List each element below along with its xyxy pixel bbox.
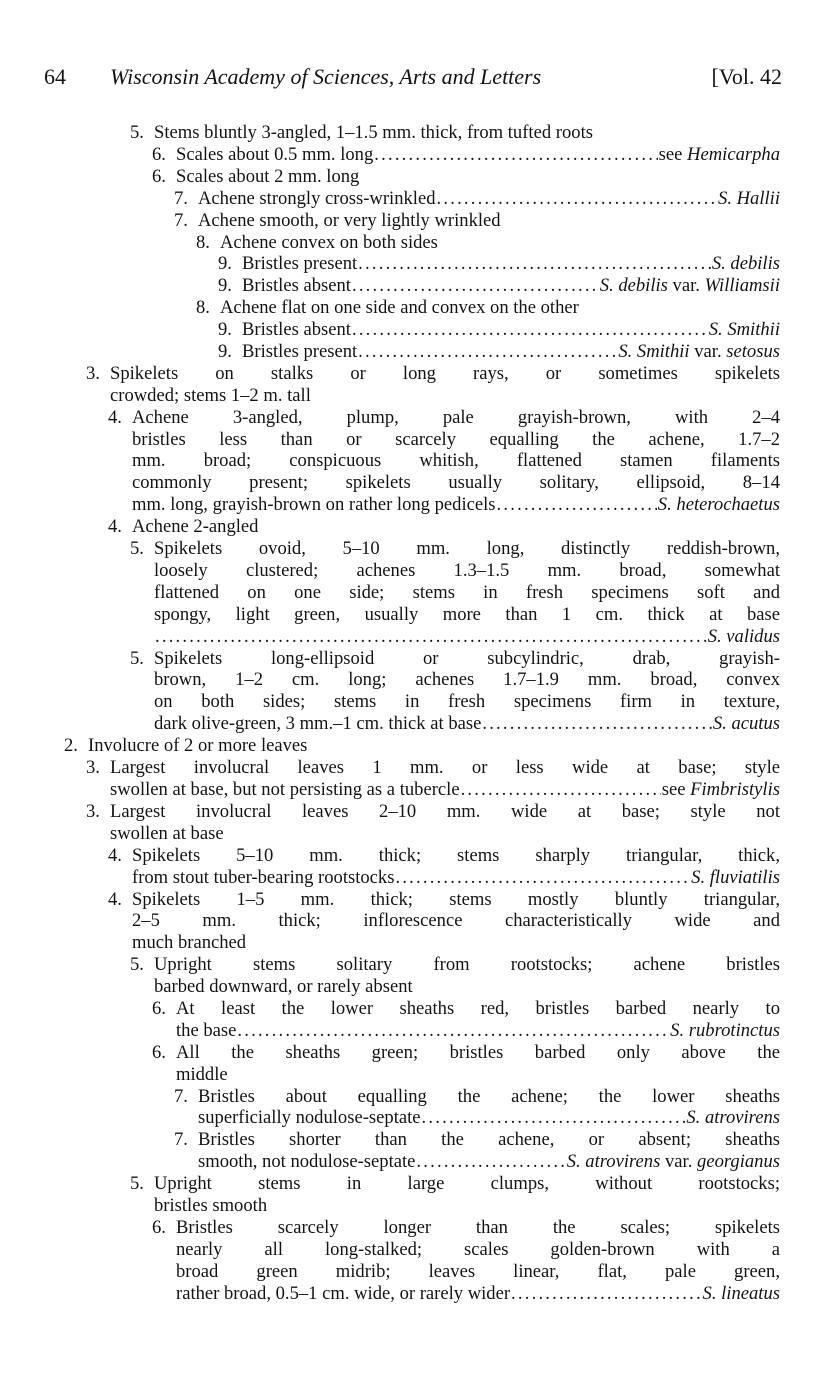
species-name: S. rubrotinctus	[670, 1019, 780, 1041]
couplet-number: 9.	[218, 253, 232, 275]
entry-line	[154, 648, 780, 670]
entry-text: mm. long, grayish-brown on rather long pedicels	[132, 494, 496, 516]
entry-text: Achene strongly cross-wrinkled	[198, 187, 436, 209]
entry-line	[132, 472, 780, 494]
entry-text: bristles less than or scarcely equalling the achene, 1.7–2	[132, 428, 780, 450]
entry-line	[220, 297, 780, 319]
taxon-name	[718, 188, 780, 210]
dot-leader	[374, 144, 657, 166]
couplet-number: 7.	[174, 187, 188, 209]
dot-leader	[352, 319, 708, 341]
variety-name: setosus	[726, 341, 780, 362]
entry-line	[154, 713, 780, 735]
entry-text: Upright stems in large clumps, without rootstocks;	[154, 1173, 780, 1195]
couplet-number: 7.	[174, 1085, 188, 1107]
entry-text: Bristles about equalling the achene; the lower sheaths	[198, 1085, 780, 1107]
entry-line	[154, 538, 780, 560]
dot-leader	[237, 1020, 669, 1042]
variety-name: georgianus	[697, 1151, 780, 1173]
couplet-number: 6.	[152, 998, 166, 1019]
entry-text: commonly present; spikelets usually solitary, ellipsoid, 8–14	[132, 472, 780, 494]
taxon-name	[567, 1151, 780, 1173]
entry-line	[198, 1151, 780, 1173]
taxon-name	[713, 713, 780, 735]
taxon-name	[708, 626, 780, 648]
couplet-number: 6.	[152, 1041, 166, 1063]
couplet-number: 4.	[108, 888, 122, 910]
dot-leader	[511, 1283, 701, 1305]
entry-line	[132, 889, 780, 911]
entry-line	[154, 976, 780, 998]
see-reference: see	[661, 778, 691, 800]
entry-text: dark olive-green, 3 mm.–1 cm. thick at base	[154, 713, 482, 735]
entry-text: Involucre of 2 or more leaves	[88, 735, 308, 757]
entry-line	[132, 910, 780, 932]
entry-text: Achene 2-angled	[132, 516, 259, 538]
entry-line	[110, 779, 780, 801]
taxon-name	[670, 1020, 780, 1042]
entry-line	[154, 122, 780, 144]
entry-line	[198, 188, 780, 210]
entry-text: Spikelets 1–5 mm. thick; stems mostly bluntly triangular,	[132, 888, 780, 910]
entry-text: Scales about 0.5 mm. long	[176, 143, 374, 165]
couplet-number: 5.	[130, 122, 144, 143]
couplet-number: 3.	[86, 757, 100, 779]
couplet-number: 6.	[152, 165, 166, 187]
entry-line	[110, 823, 780, 845]
entry-line	[242, 253, 780, 275]
dot-leader	[482, 713, 712, 735]
dot-leader	[497, 494, 657, 516]
entry-line	[154, 954, 780, 976]
entry-text: Largest involucral leaves 1 mm. or less wide at base; style	[110, 757, 780, 779]
entry-text: 2–5 mm. thick; inflorescence characteristically wide and	[132, 910, 780, 932]
entry-line	[154, 560, 780, 582]
taxon-name	[600, 275, 780, 297]
taxon-name	[709, 319, 780, 341]
entry-text: from stout tuber-bearing rootstocks	[132, 866, 395, 888]
entry-text: Achene smooth, or very lightly wrinkled	[198, 209, 501, 231]
entry-text: Scales about 2 mm. long	[176, 165, 360, 187]
taxon-name	[703, 1283, 780, 1305]
entry-text: Spikelets on stalks or long rays, or sometimes spikelets	[110, 362, 780, 384]
entry-text: crowded; stems 1–2 m. tall	[110, 384, 311, 406]
dot-leader	[358, 341, 617, 363]
entry-text: flattened on one side; stems in fresh specimens soft and	[154, 581, 780, 603]
taxon-name	[691, 867, 780, 889]
variety-label: var.	[689, 341, 727, 362]
species-name: S. debilis	[711, 253, 780, 275]
species-name: S. fluviatilis	[691, 866, 780, 888]
species-name: S. Smithii	[708, 319, 780, 341]
species-name: S. lineatus	[702, 1282, 780, 1304]
dot-leader	[395, 867, 690, 889]
entry-line	[110, 801, 780, 823]
entry-line	[154, 604, 780, 626]
entry-line	[110, 363, 780, 385]
entry-text: loosely clustered; achenes 1.3–1.5 mm. broad, somewhat	[154, 559, 780, 581]
taxon-name	[712, 253, 780, 275]
couplet-number: 2.	[64, 735, 78, 757]
entry-line	[132, 429, 780, 451]
couplet-number: 5.	[130, 1173, 144, 1195]
entry-text: smooth, not nodulose-septate	[198, 1151, 416, 1173]
entry-line	[154, 1195, 780, 1217]
entry-line	[154, 582, 780, 604]
species-name: S. atrovirens	[566, 1151, 661, 1173]
couplet-number: 3.	[86, 800, 100, 822]
entry-line	[176, 1261, 780, 1283]
couplet-number: 9.	[218, 341, 232, 362]
entry-text: All the sheaths green; bristles barbed only above the	[176, 1041, 780, 1063]
entry-text: Bristles absent	[242, 319, 351, 341]
entry-line	[198, 1107, 780, 1129]
entry-text: bristles smooth	[154, 1195, 268, 1217]
entry-text: on both sides; stems in fresh specimens firm in texture,	[154, 691, 780, 713]
entry-line	[242, 319, 780, 341]
entry-text: Spikelets ovoid, 5–10 mm. long, distinctly reddish-brown,	[154, 538, 780, 560]
entry-text: At least the lower sheaths red, bristles barbed nearly to	[176, 998, 780, 1019]
species-name: S. debilis	[599, 275, 668, 297]
entry-text: barbed downward, or rarely absent	[154, 976, 413, 998]
entry-line	[176, 144, 780, 166]
couplet-number: 5.	[130, 647, 144, 669]
entry-text: nearly all long-stalked; scales golden-brown with a	[176, 1238, 780, 1260]
entry-text: mm. broad; conspicuous whitish, flattened stamen filaments	[132, 450, 780, 472]
couplet-number: 4.	[108, 844, 122, 866]
entry-text: Bristles present	[242, 253, 358, 275]
entry-line	[176, 1042, 780, 1064]
couplet-number: 9.	[218, 319, 232, 341]
journal-title: Wisconsin Academy of Sciences, Arts and Letters	[110, 64, 542, 89]
entry-line	[154, 691, 780, 713]
entry-text: Bristles present	[242, 341, 358, 362]
entry-text: rather broad, 0.5–1 cm. wide, or rarely wider	[176, 1282, 511, 1304]
entry-line	[132, 450, 780, 472]
entry-text: Achene convex on both sides	[220, 231, 438, 253]
entry-text: brown, 1–2 cm. long; achenes 1.7–1.9 mm. broad, convex	[154, 669, 780, 691]
page-header	[0, 66, 834, 94]
entry-line	[198, 1129, 780, 1151]
entry-text: Bristles scarcely longer than the scales; spikelets	[176, 1217, 780, 1238]
entry-line	[176, 1064, 780, 1086]
entry-text: Spikelets 5–10 mm. thick; stems sharply triangular, thick,	[132, 844, 780, 866]
couplet-number: 5.	[130, 538, 144, 560]
entry-text: superficially nodulose-septate	[198, 1107, 421, 1129]
volume-label: [Vol. 42	[711, 64, 782, 89]
couplet-number: 6.	[152, 143, 166, 165]
entry-line	[132, 516, 780, 538]
entry-line	[176, 1283, 780, 1305]
species-name: S. Smithii	[618, 341, 690, 362]
entry-line	[110, 757, 780, 779]
couplet-number: 5.	[130, 954, 144, 976]
variety-label: var.	[660, 1151, 698, 1173]
couplet-number: 4.	[108, 406, 122, 428]
entry-line	[132, 932, 780, 954]
entry-line	[220, 232, 780, 254]
taxon-name	[658, 494, 780, 516]
entry-text: swollen at base, but not persisting as a tubercle	[110, 778, 460, 800]
entry-line	[176, 166, 780, 188]
entry-text: the base	[176, 1019, 237, 1041]
page-number: 64	[44, 64, 66, 89]
species-name: Hemicarpha	[687, 143, 780, 165]
entry-text: much branched	[132, 932, 247, 954]
entry-line	[242, 341, 780, 363]
entry-line	[154, 1173, 780, 1195]
couplet-number: 9.	[218, 275, 232, 297]
entry-line	[154, 669, 780, 691]
entry-line	[132, 845, 780, 867]
dot-leader	[358, 253, 711, 275]
dot-leader	[155, 626, 707, 648]
entry-line	[176, 998, 780, 1020]
couplet-number: 7.	[174, 209, 188, 231]
entry-text: swollen at base	[110, 822, 224, 844]
dot-leader	[416, 1151, 565, 1173]
entry-line	[198, 210, 780, 232]
dot-leader	[352, 275, 599, 297]
entry-line	[176, 1217, 780, 1239]
species-name: S. heterochaetus	[657, 494, 780, 516]
see-reference: see	[658, 143, 688, 165]
entry-line	[132, 407, 780, 429]
couplet-number: 6.	[152, 1217, 166, 1238]
entry-text: Achene 3-angled, plump, pale grayish-brown, with 2–4	[132, 406, 780, 428]
species-name: Fimbristylis	[690, 778, 780, 800]
entry-text: Achene flat on one side and convex on the other	[220, 297, 579, 319]
entry-line	[88, 735, 780, 757]
couplet-number: 3.	[86, 362, 100, 384]
species-name: S. Hallii	[718, 187, 780, 209]
taxon-name	[618, 341, 780, 363]
entry-text: spongy, light green, usually more than 1 cm. thick at base	[154, 603, 780, 625]
taxon-name	[659, 144, 780, 166]
couplet-number: 8.	[196, 231, 210, 253]
entry-text: Upright stems solitary from rootstocks; achene bristles	[154, 954, 780, 976]
dot-leader	[461, 779, 661, 801]
entry-text: Bristles absent	[242, 275, 351, 297]
entry-text: Stems bluntly 3-angled, 1–1.5 mm. thick, from tufted roots	[154, 122, 593, 143]
entry-line	[154, 626, 780, 648]
species-name: S. atrovirens	[686, 1107, 780, 1129]
entry-text: middle	[176, 1063, 228, 1085]
entry-text: Bristles shorter than the achene, or absent; sheaths	[198, 1129, 780, 1151]
entry-line	[176, 1020, 780, 1042]
entry-text: Spikelets long-ellipsoid or subcylindric, drab, grayish-	[154, 647, 780, 669]
variety-label: var.	[667, 275, 705, 297]
taxon-name	[662, 779, 780, 801]
dot-leader	[422, 1107, 686, 1129]
entry-line	[132, 867, 780, 889]
entry-text: broad green midrib; leaves linear, flat, pale green,	[176, 1260, 780, 1282]
species-name: S. validus	[707, 625, 780, 647]
entry-line	[132, 494, 780, 516]
couplet-number: 8.	[196, 297, 210, 319]
variety-name: Williamsii	[704, 275, 780, 297]
couplet-number: 4.	[108, 516, 122, 538]
dot-leader	[437, 188, 717, 210]
species-name: S. acutus	[712, 713, 780, 735]
entry-line	[176, 1239, 780, 1261]
entry-line	[242, 275, 780, 297]
couplet-number: 7.	[174, 1129, 188, 1151]
entry-line	[110, 385, 780, 407]
taxon-name	[686, 1107, 780, 1129]
entry-text: Largest involucral leaves 2–10 mm. wide at base; style not	[110, 800, 780, 822]
entry-line	[198, 1086, 780, 1108]
